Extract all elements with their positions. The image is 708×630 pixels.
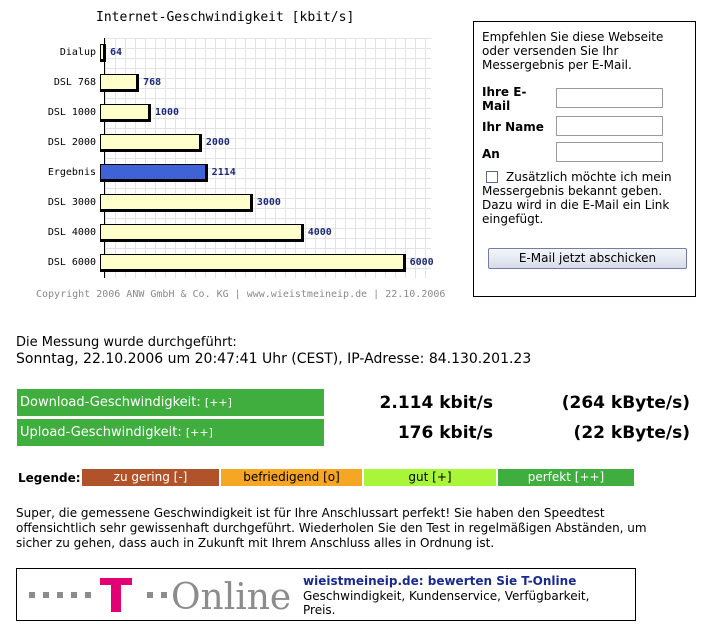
banner-description: Geschwindigkeit, Kundenservice, Verfügbarkeit, Preis. bbox=[303, 589, 590, 617]
summary-text: Super, die gemessene Geschwindigkeit ist für Ihre Anschlussart perfekt! Sie haben den Speedtest offensichtlich sehr gewissenhaft durchgeführt. Wiederholen Sie den Test in regelmäßigen Abständen, um sicher zu gehen, dass auch in Zukunft mit Ihrem Anschluss alles in Ordnung ist. bbox=[16, 506, 647, 550]
chart-title: Internet-Geschwindigkeit [kbit/s] bbox=[96, 10, 355, 25]
bar-dsl-6000 bbox=[100, 254, 406, 272]
legend-label: Legende: bbox=[18, 471, 81, 485]
bar-dsl-3000 bbox=[100, 194, 253, 212]
measurement-intro: Die Messung wurde durchgeführt: bbox=[16, 335, 237, 350]
bar-label-ergebnis: Ergebnis bbox=[47, 167, 96, 178]
download-label: Download-Geschwindigkeit: bbox=[20, 395, 201, 410]
email-input[interactable] bbox=[556, 88, 663, 108]
bar-label-dsl-4000: DSL 4000 bbox=[47, 227, 96, 238]
to-label: An bbox=[482, 147, 500, 161]
bar-label-dsl-2000: DSL 2000 bbox=[47, 137, 96, 148]
email-label: Ihre E-Mail bbox=[482, 85, 527, 113]
download-kbyte-value: (264 kByte/s) bbox=[561, 393, 690, 413]
email-intro-text: Empfehlen Sie diese Webseite oder versenden Sie Ihr Messergebnis per E-Mail. bbox=[482, 30, 664, 72]
optin-text: Zusätzlich möchte ich mein Messergebnis bekannt geben. Dazu wird in die E-Mail ein Link eingefügt. bbox=[482, 170, 672, 226]
bar-dsl-1000 bbox=[100, 104, 151, 122]
optin-checkbox[interactable] bbox=[486, 171, 498, 183]
chart-plot-area bbox=[104, 38, 431, 278]
bar-value-dialup: 64 bbox=[110, 47, 123, 58]
download-rating-tag: [++] bbox=[204, 396, 232, 409]
download-kbit-value: 2.114 kbit/s bbox=[379, 393, 493, 413]
legend-item-good: gut [+] bbox=[364, 469, 496, 486]
chart-copyright: Copyright 2006 ANW GmbH & Co. KG | www.wieistmeineip.de | 22.10.2006 bbox=[36, 289, 446, 300]
bar-value-ergebnis: 2114 bbox=[211, 167, 236, 178]
bar-value-dsl-768: 768 bbox=[143, 77, 162, 88]
bar-dialup bbox=[100, 44, 106, 62]
bar-value-dsl-3000: 3000 bbox=[256, 197, 281, 208]
bar-dsl-4000 bbox=[100, 224, 304, 242]
name-label: Ihr Name bbox=[482, 120, 544, 134]
t-online-logo-graphic bbox=[25, 575, 295, 615]
bar-value-dsl-6000: 6000 bbox=[409, 257, 434, 268]
upload-label: Upload-Geschwindigkeit: bbox=[20, 425, 182, 440]
upload-speed-bar bbox=[17, 419, 324, 446]
upload-kbit-value: 176 kbit/s bbox=[397, 423, 493, 443]
download-speed-bar bbox=[17, 389, 324, 416]
send-email-button[interactable]: E-Mail jetzt abschicken bbox=[488, 248, 687, 269]
bar-value-dsl-1000: 1000 bbox=[154, 107, 180, 118]
bar-label-dsl-6000: DSL 6000 bbox=[47, 257, 96, 268]
banner-title-link[interactable]: wieistmeineip.de: bewerten Sie T-Online bbox=[303, 574, 577, 588]
t-online-logo-text: Online bbox=[171, 577, 292, 615]
bar-label-dsl-3000: DSL 3000 bbox=[47, 197, 96, 208]
to-input[interactable] bbox=[556, 142, 663, 162]
t-online-banner[interactable] bbox=[16, 568, 636, 621]
bar-value-dsl-2000: 2000 bbox=[205, 137, 230, 148]
legend-item-perfect: perfekt [++] bbox=[498, 469, 634, 486]
bar-label-dsl-768: DSL 768 bbox=[53, 77, 96, 88]
email-form-box bbox=[473, 21, 696, 297]
t-online-logo[interactable] bbox=[25, 575, 295, 615]
legend-item-satisfactory: befriedigend [o] bbox=[221, 469, 362, 486]
bar-dsl-2000 bbox=[100, 134, 202, 152]
measurement-detail: Sonntag, 22.10.2006 um 20:47:41 Uhr (CEST), IP-Adresse: 84.130.201.23 bbox=[16, 351, 532, 367]
upload-kbyte-value: (22 kByte/s) bbox=[573, 423, 690, 443]
bar-value-dsl-4000: 4000 bbox=[307, 227, 332, 238]
bar-label-dsl-1000: DSL 1000 bbox=[47, 107, 96, 118]
upload-rating-tag: [++] bbox=[185, 426, 213, 439]
bar-label-dialup: Dialup bbox=[59, 47, 96, 58]
name-input[interactable] bbox=[556, 116, 663, 136]
bar-dsl-768 bbox=[100, 74, 139, 92]
legend-item-too-low: zu gering [-] bbox=[82, 469, 219, 486]
bar-ergebnis bbox=[100, 164, 208, 182]
